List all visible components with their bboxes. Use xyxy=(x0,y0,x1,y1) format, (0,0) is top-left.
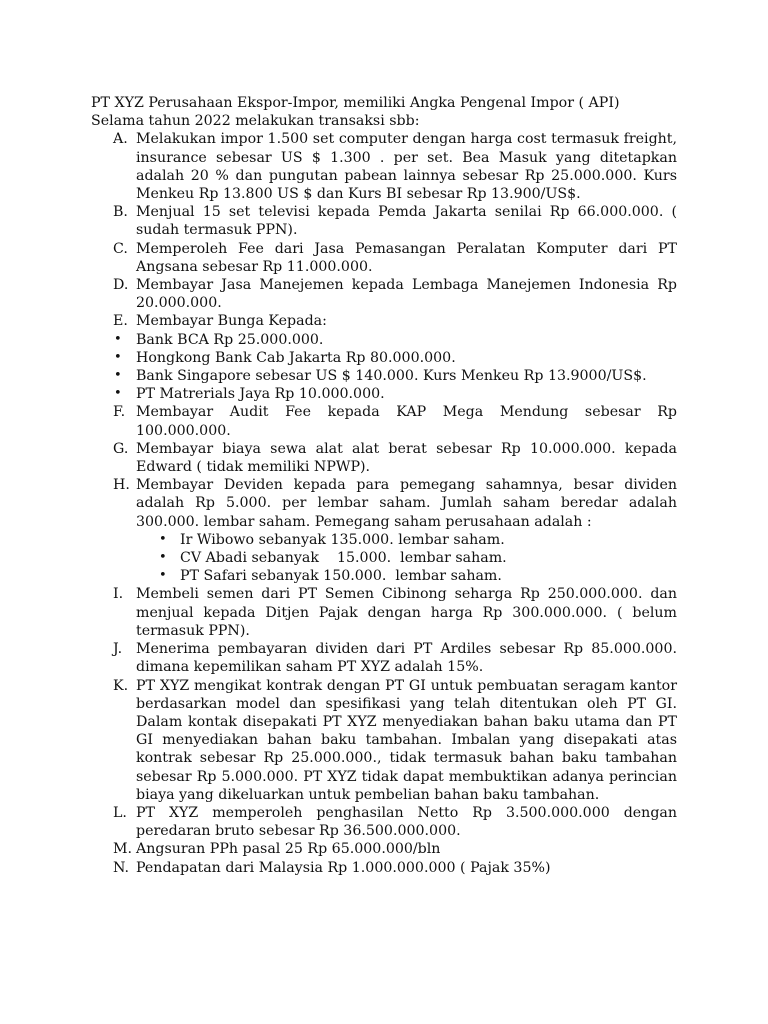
bullet-item xyxy=(91,349,677,367)
item-text: Pendapatan dari Malaysia Rp 1.000.000.000 ( Pajak 35%) xyxy=(136,859,551,876)
sub-bullet-text: Ir Wibowo sebanyak 135.000. lembar saham. xyxy=(180,531,505,548)
transaction-list xyxy=(91,130,677,876)
bullet-item xyxy=(91,385,677,403)
list-item xyxy=(91,440,677,476)
intro-line-1: PT XYZ Perusahaan Ekspor-Impor, memiliki Angka Pengenal Impor ( API) xyxy=(91,95,620,111)
item-marker: K. xyxy=(113,677,129,694)
list-item xyxy=(91,476,677,531)
item-text: PT XYZ mengikat kontrak dengan PT GI untuk pembuatan seragam kantor berdasarkan model dan spesifikasi yang telah ditentukan oleh PT GI. Dalam kontak disepakati PT XYZ menyediakan bahan baku utama dan PT GI menyediakan bahan baku tambahan. Imbalan yang disepakati atas kontrak sebesar Rp 25.000.000., tidak termasuk bahan baku tambahan sebesar Rp 5.000.000. PT XYZ tidak dapat membuktikan adanya perincian biaya yang dikeluarkan untuk pembelian bahan baku tambahan. xyxy=(136,677,677,803)
bullet-text: PT Matrerials Jaya Rp 10.000.000. xyxy=(136,386,385,403)
list-item xyxy=(91,640,677,676)
item-marker: C. xyxy=(113,240,128,257)
list-item xyxy=(91,804,677,840)
sub-bullet-item xyxy=(91,531,677,549)
list-item xyxy=(91,312,677,330)
list-item xyxy=(91,240,677,276)
item-marker: D. xyxy=(113,277,129,294)
list-item xyxy=(91,130,677,203)
list-item xyxy=(91,677,677,804)
item-text: Menerima pembayaran dividen dari PT Ardiles sebesar Rp 85.000.000. dimana kepemilikan saham PT XYZ adalah 15%. xyxy=(136,641,677,676)
item-marker: J. xyxy=(113,641,123,658)
item-text: Membayar Bunga Kepada: xyxy=(136,313,327,330)
bullet-icon: • xyxy=(159,531,167,547)
item-text: PT XYZ memperoleh penghasilan Netto Rp 3.500.000.000 dengan peredaran bruto sebesar Rp 36.500.000.000. xyxy=(136,804,677,840)
item-text: Membayar biaya sewa alat alat berat sebesar Rp 10.000.000. kepada Edward ( tidak memiliki NPWP). xyxy=(136,440,677,476)
list-item xyxy=(91,276,677,312)
item-marker: A. xyxy=(113,131,128,148)
bullet-item xyxy=(91,367,677,385)
intro-line-2: Selama tahun 2022 melakukan transaksi sbb: xyxy=(91,113,420,130)
item-text: Membeli semen dari PT Semen Cibinong seharga Rp 250.000.000. dan menjual kepada Ditjen Pajak dengan harga Rp 300.000.000. ( belum termasuk PPN). xyxy=(136,586,677,639)
item-text: Membayar Jasa Manejemen kepada Lembaga Manejemen Indonesia Rp 20.000.000. xyxy=(136,277,677,312)
bullet-icon: • xyxy=(114,386,122,402)
sub-bullet-item xyxy=(91,549,677,567)
list-item xyxy=(91,840,677,858)
sub-bullet-text: CV Abadi sebanyak 15.000. lembar saham. xyxy=(180,550,507,567)
sub-bullet-text: PT Safari sebanyak 150.000. lembar saham. xyxy=(180,568,502,585)
bullet-text: Bank Singapore sebesar US $ 140.000. Kurs Menkeu Rp 13.9000/US$. xyxy=(136,368,647,385)
item-text: Membayar Deviden kepada para pemegang sahamnya, besar dividen adalah Rp 5.000. per lembar saham. Jumlah saham beredar adalah 300.000. lembar saham. Pemegang saham perusahaan adalah : xyxy=(136,477,677,530)
bullet-icon: • xyxy=(114,331,122,347)
item-marker: H. xyxy=(113,477,130,494)
item-marker: F. xyxy=(113,404,126,421)
bullet-icon: • xyxy=(114,368,122,384)
list-item xyxy=(91,203,677,239)
item-marker: E. xyxy=(113,313,128,330)
document-body xyxy=(91,94,677,877)
item-text: Melakukan impor 1.500 set computer dengan harga cost termasuk freight, insurance sebesar US $ 1.300 . per set. Bea Masuk yang ditetapkan adalah 20 % dan pungutan pabean lainnya sebesar Rp 25.000.000. Kurs Menkeu Rp 13.800 US $ dan Kurs BI sebesar Rp 13.900/US$. xyxy=(136,131,677,203)
bullet-icon: • xyxy=(114,349,122,365)
item-marker: B. xyxy=(113,204,128,221)
list-item xyxy=(91,585,677,640)
item-text: Memperoleh Fee dari Jasa Pemasangan Peralatan Komputer dari PT Angsana sebesar Rp 11.000.000. xyxy=(136,240,677,275)
item-marker: I. xyxy=(113,586,124,603)
item-text: Menjual 15 set televisi kepada Pemda Jakarta senilai Rp 66.000.000. ( sudah termasuk PPN). xyxy=(136,204,677,239)
item-text: Membayar Audit Fee kepada KAP Mega Mendung sebesar Rp 100.000.000. xyxy=(136,404,677,439)
sub-bullet-item xyxy=(91,567,677,585)
item-marker: N. xyxy=(113,859,130,876)
item-marker: M. xyxy=(113,841,133,858)
item-text: Angsuran PPh pasal 25 Rp 65.000.000/bln xyxy=(136,841,441,858)
item-marker: L. xyxy=(113,804,127,821)
list-item xyxy=(91,403,677,439)
bullet-text: Hongkong Bank Cab Jakarta Rp 80.000.000. xyxy=(136,349,456,366)
shareholder-list xyxy=(91,531,677,586)
item-marker: G. xyxy=(113,440,129,457)
list-item xyxy=(91,859,677,877)
bullet-icon: • xyxy=(159,550,167,566)
bullet-text: Bank BCA Rp 25.000.000. xyxy=(136,331,324,348)
bullet-icon: • xyxy=(159,568,167,584)
bullet-item xyxy=(91,331,677,349)
